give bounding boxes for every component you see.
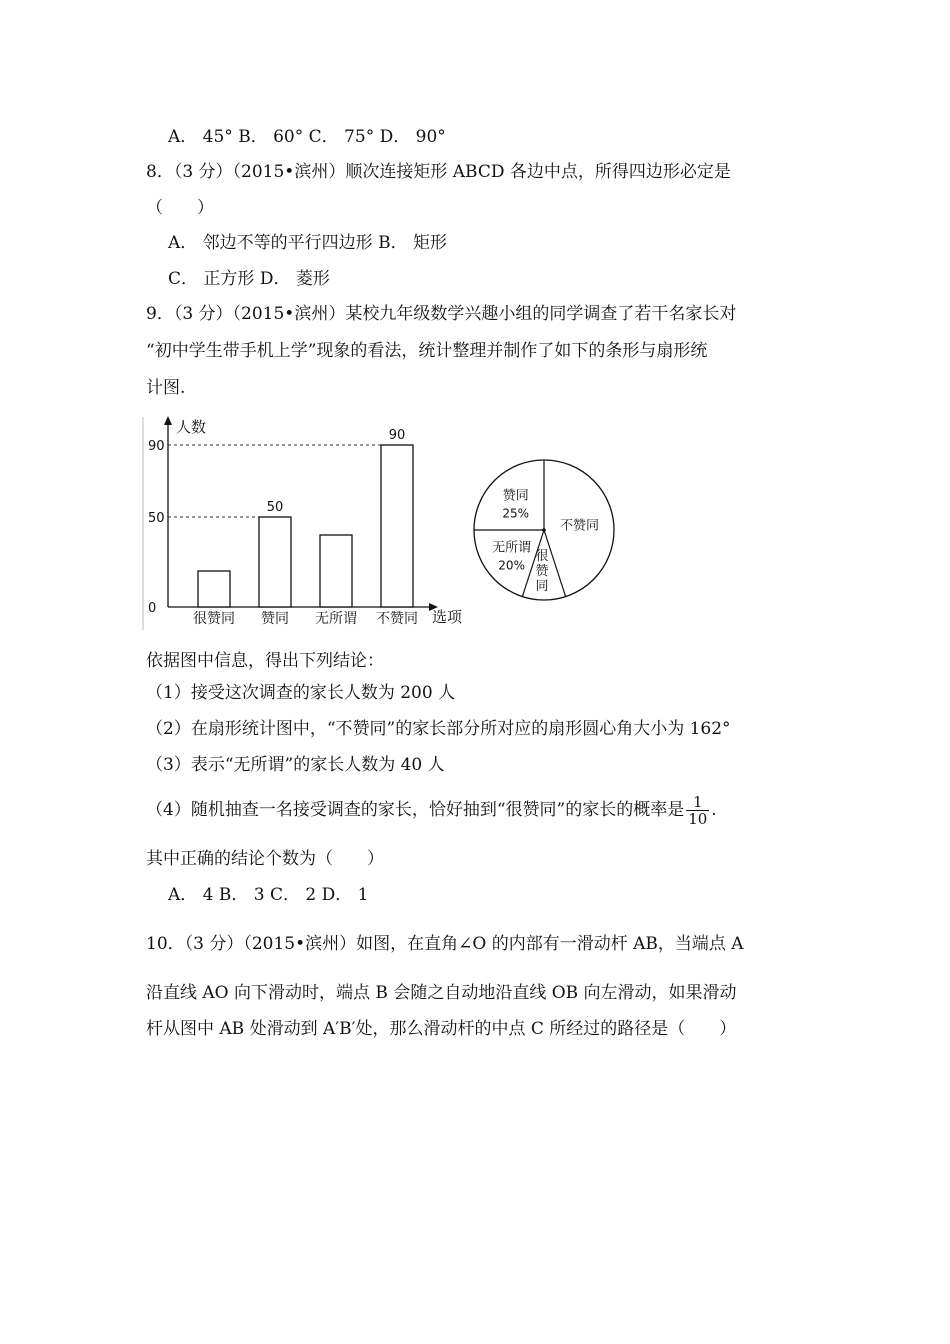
pie-slice-percent: 25% bbox=[502, 506, 530, 521]
bar-value-label: 50 bbox=[266, 500, 284, 515]
x-tick-label: 赞同 bbox=[261, 611, 289, 627]
q9-conclusion-3: （3）表示“无所谓”的家长人数为 40 人 bbox=[146, 755, 445, 775]
bar-1 bbox=[198, 571, 230, 607]
x-axis-label: 选项 bbox=[432, 608, 463, 626]
pie-chart bbox=[470, 458, 620, 608]
fraction-denominator: 10 bbox=[688, 810, 708, 828]
bar-2 bbox=[259, 517, 291, 607]
q9-options: A． 4 B． 3 C． 2 D． 1 bbox=[168, 885, 369, 905]
x-tick-label: 不赞同 bbox=[376, 611, 418, 627]
y-axis-arrow bbox=[164, 416, 172, 425]
y-axis-label: 人数 bbox=[176, 418, 207, 436]
q9-stem-3: 计图. bbox=[146, 378, 186, 398]
q10-stem-1: 10．（3 分）（2015•滨州）如图，在直角∠O 的内部有一滑动杆 AB，当端点 A bbox=[146, 934, 744, 954]
bar-4 bbox=[381, 445, 413, 607]
q8-stem: 8．（3 分）（2015•滨州）顺次连接矩形 ABCD 各边中点，所得四边形必定是 bbox=[146, 162, 731, 182]
fraction-numerator: 1 bbox=[686, 794, 709, 811]
pie-slice-label: 无所谓 bbox=[492, 540, 532, 556]
q10-stem-3: 杆从图中 AB 处滑动到 A′B′处，那么滑动杆的中点 C 所经过的路径是（ ） bbox=[146, 1019, 737, 1039]
q10-stem-2: 沿直线 AO 向下滑动时，端点 B 会随之自动地沿直线 OB 向左滑动，如果滑动 bbox=[146, 983, 737, 1003]
pie-slice-label-char: 同 bbox=[535, 579, 549, 594]
probability-fraction bbox=[686, 794, 709, 827]
y-tick-label: 0 bbox=[148, 601, 157, 616]
pie-slice-label: 不赞同 bbox=[560, 518, 600, 534]
x-tick-label: 很赞同 bbox=[193, 611, 235, 627]
q9-conclusion-2: （2）在扇形统计图中，“不赞同”的家长部分所对应的扇形圆心角大小为 162° bbox=[146, 719, 731, 739]
q9-intro: 依据图中信息，得出下列结论： bbox=[146, 651, 384, 671]
q8-options-1: A． 邻边不等的平行四边形 B． 矩形 bbox=[168, 233, 447, 253]
q9-conclusion-4-end: . bbox=[711, 800, 717, 820]
q9-conclusion-4 bbox=[146, 794, 717, 827]
bar-value-label: 90 bbox=[388, 428, 406, 443]
pie-slice-label: 赞同 bbox=[502, 488, 529, 504]
pie-slice-percent: 20% bbox=[498, 558, 525, 573]
y-tick-label: 50 bbox=[148, 511, 165, 526]
pie-center-dot bbox=[542, 528, 546, 532]
pie-group bbox=[474, 460, 614, 600]
q9-ask: 其中正确的结论个数为（ ） bbox=[146, 849, 384, 869]
bar-chart bbox=[140, 412, 470, 632]
q9-conclusion-1: （1）接受这次调查的家长人数为 200 人 bbox=[146, 683, 456, 703]
q9-conclusion-4-text: （4）随机抽查一名接受调查的家长，恰好抽到“很赞同”的家长的概率是 bbox=[146, 800, 685, 820]
x-tick-label: 无所谓 bbox=[315, 611, 357, 627]
pie-slice-label-char: 很 bbox=[535, 549, 549, 564]
bars-group bbox=[148, 428, 418, 627]
q9-stem-2: “初中学生带手机上学”现象的看法，统计整理并制作了如下的条形与扇形统 bbox=[146, 341, 708, 361]
q8-bracket: （ ） bbox=[146, 198, 214, 218]
q7-options: A． 45° B． 60° C． 75° D． 90° bbox=[168, 127, 446, 147]
q9-stem-1: 9．（3 分）（2015•滨州）某校九年级数学兴趣小组的同学调查了若干名家长对 bbox=[146, 304, 737, 324]
pie-slice-label-char: 赞 bbox=[535, 564, 549, 579]
q8-options-2: C． 正方形 D． 菱形 bbox=[168, 269, 330, 289]
bar-3 bbox=[320, 535, 352, 607]
y-tick-label: 90 bbox=[148, 439, 165, 454]
